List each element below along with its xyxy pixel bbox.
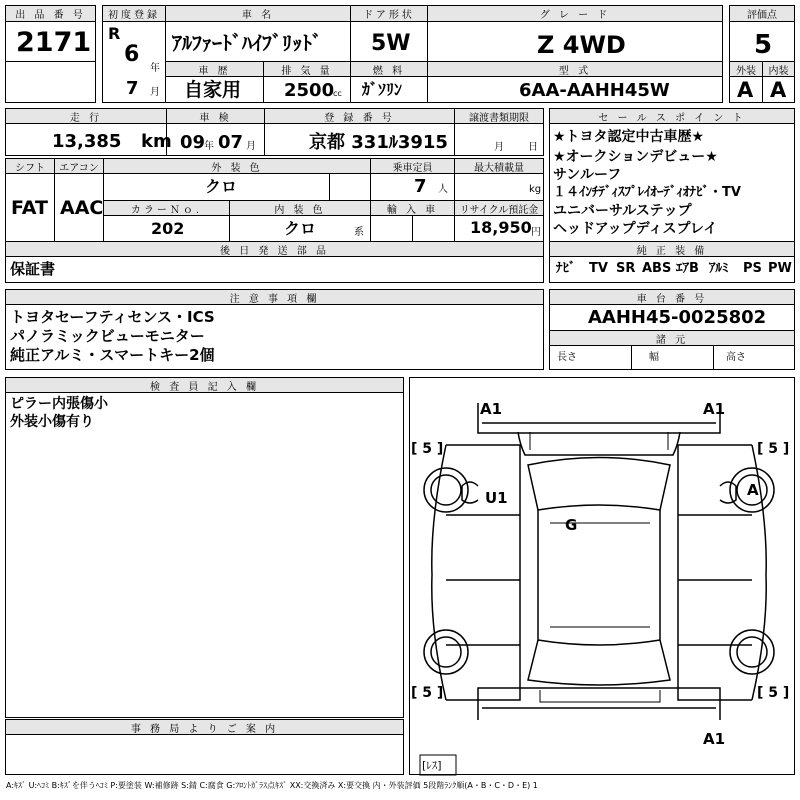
model-code: 6AA-AAHH45W	[519, 80, 670, 101]
lot-number-label: 出 品 番 号	[5, 5, 96, 22]
capacity-unit: 人	[438, 184, 448, 195]
score-label: 評価点	[729, 5, 795, 22]
notes-label: 注 意 事 項 欄	[5, 289, 544, 305]
inspection-year-unit: 年	[204, 141, 214, 152]
specs-label: 諸 元	[549, 330, 795, 346]
max-load-unit: kg	[529, 184, 542, 195]
first-registration-month-unit: 月	[150, 87, 160, 98]
diagram-mark-front-right: A1	[703, 400, 726, 418]
exterior-color: クロ	[205, 177, 238, 196]
tire-rating-fl: [ 5 ]	[411, 441, 444, 457]
shift: FAT	[11, 197, 48, 219]
legend: A:ｷｽﾞ U:ﾍｺﾐ B:ｷｽﾞを伴うﾍｺﾐ P:要塗装 W:補修跡 S:錆 C:腐食 G:ﾌﾛﾝﾄｶﾞﾗｽ点ｷｽﾞ XX:交換済み X:要交換 内・外装評価 5段階ﾗﾝｸ順(A・B・C・D・E) 1	[6, 781, 538, 790]
interior-color: クロ	[284, 219, 317, 238]
history-label: 車 歴	[165, 61, 264, 77]
recycle-unit: 円	[531, 227, 541, 238]
chassis-label: 車 台 番 号	[549, 289, 795, 305]
note-line: トヨタセーフティセンス・ICS	[10, 308, 215, 326]
car-name-label: 車 名	[165, 5, 351, 22]
equipment-item: SR	[616, 261, 636, 276]
registration-number: 京都 331ﾙ3915	[309, 132, 448, 153]
diagram-mark-front-left: A1	[480, 400, 503, 418]
fuel-label: 燃 料	[350, 61, 428, 77]
spec-length: 長さ	[557, 352, 577, 363]
later-parts: 保証書	[10, 260, 56, 278]
grade: Z 4WD	[537, 31, 626, 59]
first-registration-year-unit: 年	[150, 63, 160, 74]
car-name: ｱﾙﾌｧｰﾄﾞﾊｲﾌﾞﾘｯﾄﾞ	[172, 31, 322, 55]
tire-rating-rr: [ 5 ]	[757, 685, 790, 701]
chassis-number: AAHH45-0025802	[588, 307, 767, 328]
grade-label: グ レ ー ド	[427, 5, 723, 22]
interior-grade: A	[770, 78, 787, 102]
interior-color-unit: 系	[354, 227, 364, 238]
diagram-mark-wheel-right: A	[747, 481, 759, 499]
inspection-year: 09	[180, 132, 206, 153]
aircon-label: エアコン	[54, 158, 104, 174]
note-line: パノラミックビューモニター	[10, 327, 205, 345]
displacement-label: 排 気 量	[263, 61, 351, 77]
capacity-label: 乗車定員	[370, 158, 455, 174]
mileage-unit: km	[141, 131, 172, 152]
capacity: 7	[414, 176, 427, 197]
fuel: ｶﾞｿﾘﾝ	[362, 80, 403, 99]
equipment-item: ﾅﾋﾞ	[556, 261, 576, 276]
inspection-label: 車 検	[166, 108, 265, 124]
inspection-month-unit: 月	[246, 141, 256, 152]
door-type: 5W	[371, 31, 411, 56]
score: 5	[754, 30, 773, 60]
first-registration-era: R	[108, 24, 121, 43]
equipment-item: PS	[743, 261, 762, 276]
exterior-grade-label: 外装	[729, 61, 763, 77]
transfer-doc-day-unit: 日	[528, 142, 538, 153]
equipment-item: ｴｱB	[676, 261, 699, 276]
mileage: 13,385	[52, 131, 122, 152]
equipment-label: 純 正 装 備	[549, 241, 795, 257]
diagram-mark-roof: G	[565, 516, 578, 534]
tire-rating-rl: [ 5 ]	[411, 685, 444, 701]
recycle-amount: 18,950	[470, 218, 532, 237]
inspector-label: 検 査 員 記 入 欄	[5, 377, 404, 393]
model-label: 型 式	[427, 61, 723, 77]
first-registration-year: 6	[124, 42, 140, 67]
max-load-label: 最大積載量	[454, 158, 544, 174]
displacement: 2500	[284, 80, 335, 101]
displacement-unit: cc	[333, 89, 342, 98]
first-registration-month: 7	[126, 78, 139, 99]
import-label: 輸 入 車	[370, 200, 455, 216]
equipment-item: PW	[768, 261, 792, 276]
inspection-month: 07	[218, 132, 244, 153]
sales-point-line: １４ｲﾝﾁﾃﾞｨｽﾌﾟﾚｲｵｰﾃﾞｨｵﾅﾋﾞ・TV	[553, 185, 741, 200]
inspector-line: ピラー内張傷小	[10, 396, 108, 412]
note-line: 純正アルミ・スマートキー2個	[10, 346, 215, 364]
equipment-item: ABS	[642, 261, 672, 276]
tire-rating-fr: [ 5 ]	[757, 441, 790, 457]
equipment-item: TV	[589, 261, 608, 276]
sales-point-line: ユニバーサルステップ	[553, 203, 692, 219]
office-label: 事 務 局 よ り ご 案 内	[5, 719, 404, 735]
spec-height: 高さ	[726, 352, 746, 363]
equipment-item: ｱﾙﾐ	[709, 261, 729, 276]
aircon: AAC	[60, 197, 104, 219]
spec-width: 幅	[649, 352, 659, 363]
transfer-doc-month-unit: 月	[494, 142, 504, 153]
registration-label: 登 録 番 号	[264, 108, 455, 124]
interior-color-label: 内 装 色	[229, 200, 371, 216]
transfer-doc-label: 譲渡書類期限	[454, 108, 544, 124]
diagram-mark-mirror-left: U1	[485, 489, 508, 507]
door-type-label: ドア形状	[350, 5, 428, 22]
history: 自家用	[184, 79, 242, 101]
shift-label: シフト	[5, 158, 55, 174]
diagram-mark-rear: A1	[703, 730, 726, 748]
sales-point-line: サンルーフ	[553, 167, 622, 183]
sales-point-line: ★トヨタ認定中古車歴★	[553, 129, 705, 145]
mileage-label: 走 行	[5, 108, 167, 124]
interior-grade-label: 内装	[762, 61, 795, 77]
sales-point-line: ★オークションデビュー★	[553, 149, 718, 165]
sales-point-line: ヘッドアップディスプレイ	[553, 221, 718, 237]
sales-points-label: セ ー ル ス ポ イ ン ト	[549, 108, 795, 124]
color-no: 202	[151, 219, 185, 238]
inspector-line: 外装小傷有り	[10, 414, 94, 430]
lot-number: 2171	[16, 27, 92, 58]
exterior-color-label: 外 装 色	[103, 158, 371, 174]
spare-tire: [ﾚｽ]	[422, 759, 442, 772]
exterior-grade: A	[737, 78, 754, 102]
color-no-label: カラーＮｏ.	[103, 200, 230, 216]
later-parts-label: 後 日 発 送 部 品	[5, 241, 544, 257]
recycle-label: リサイクル預託金	[454, 200, 544, 216]
first-registration-label: 初度登録	[102, 5, 166, 22]
